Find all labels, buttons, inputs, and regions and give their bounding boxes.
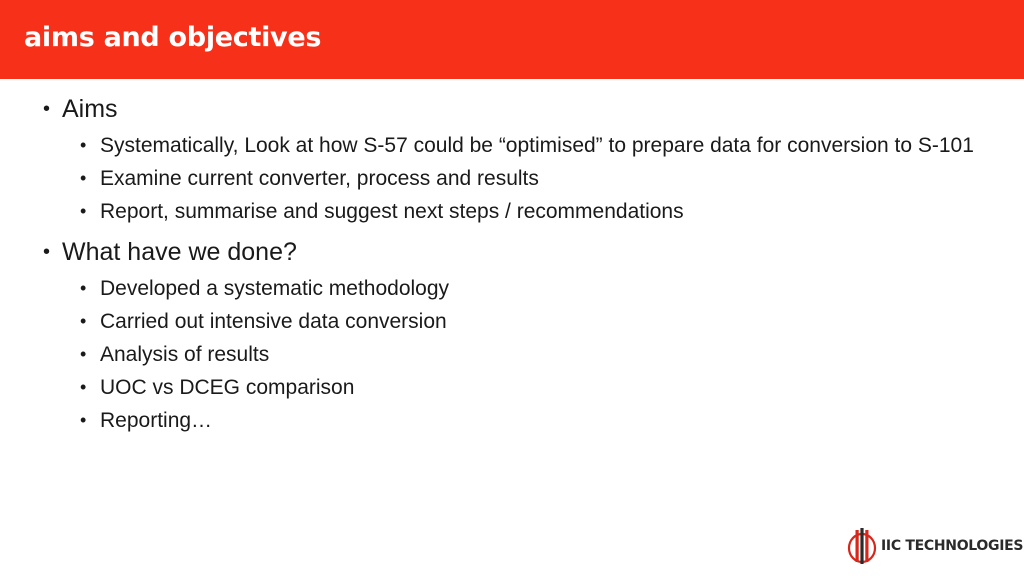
bullet-icon: • <box>43 98 51 120</box>
list-item-text: Examine current converter, process and results <box>100 167 539 190</box>
bullet-icon: • <box>80 344 87 364</box>
section-heading <box>0 235 1024 269</box>
list-item-text: Systematically, Look at how S-57 could be “optimised” to prepare data for conversion to S-101 <box>100 134 974 157</box>
title-bar <box>0 0 1024 79</box>
list-item-text: Carried out intensive data conversion <box>100 310 447 333</box>
list-item <box>0 407 1024 434</box>
slide-title: aims and objectives <box>24 22 322 53</box>
iic-logo-mark-icon <box>847 526 877 566</box>
list-item-text: UOC vs DCEG comparison <box>100 376 355 399</box>
section-aims <box>0 92 1024 225</box>
list-item-text: Analysis of results <box>100 343 270 366</box>
list-item <box>0 198 1024 225</box>
bullet-icon: • <box>80 135 87 155</box>
list-item <box>0 308 1024 335</box>
list-item <box>0 132 1024 159</box>
list-item-text: Developed a systematic methodology <box>100 277 450 300</box>
section-heading-text: Aims <box>62 95 118 123</box>
section-heading <box>0 92 1024 126</box>
list-item <box>0 374 1024 401</box>
company-logo <box>847 526 1023 566</box>
slide-content <box>0 92 1024 440</box>
list-item-text: Reporting… <box>100 409 213 432</box>
section-progress <box>0 235 1024 434</box>
bullet-icon: • <box>80 278 87 298</box>
bullet-icon: • <box>80 410 87 430</box>
bullet-icon: • <box>80 168 87 188</box>
list-item-text: Report, summarise and suggest next steps / recommendations <box>100 200 684 223</box>
bullet-icon: • <box>80 201 87 221</box>
bullet-icon: • <box>80 377 87 397</box>
bullet-icon: • <box>43 241 51 263</box>
list-item <box>0 275 1024 302</box>
logo-text: IIC TECHNOLOGIES <box>881 538 1024 554</box>
bullet-icon: • <box>80 311 87 331</box>
list-item <box>0 165 1024 192</box>
list-item <box>0 341 1024 368</box>
section-heading-text: What have we done? <box>62 238 297 266</box>
